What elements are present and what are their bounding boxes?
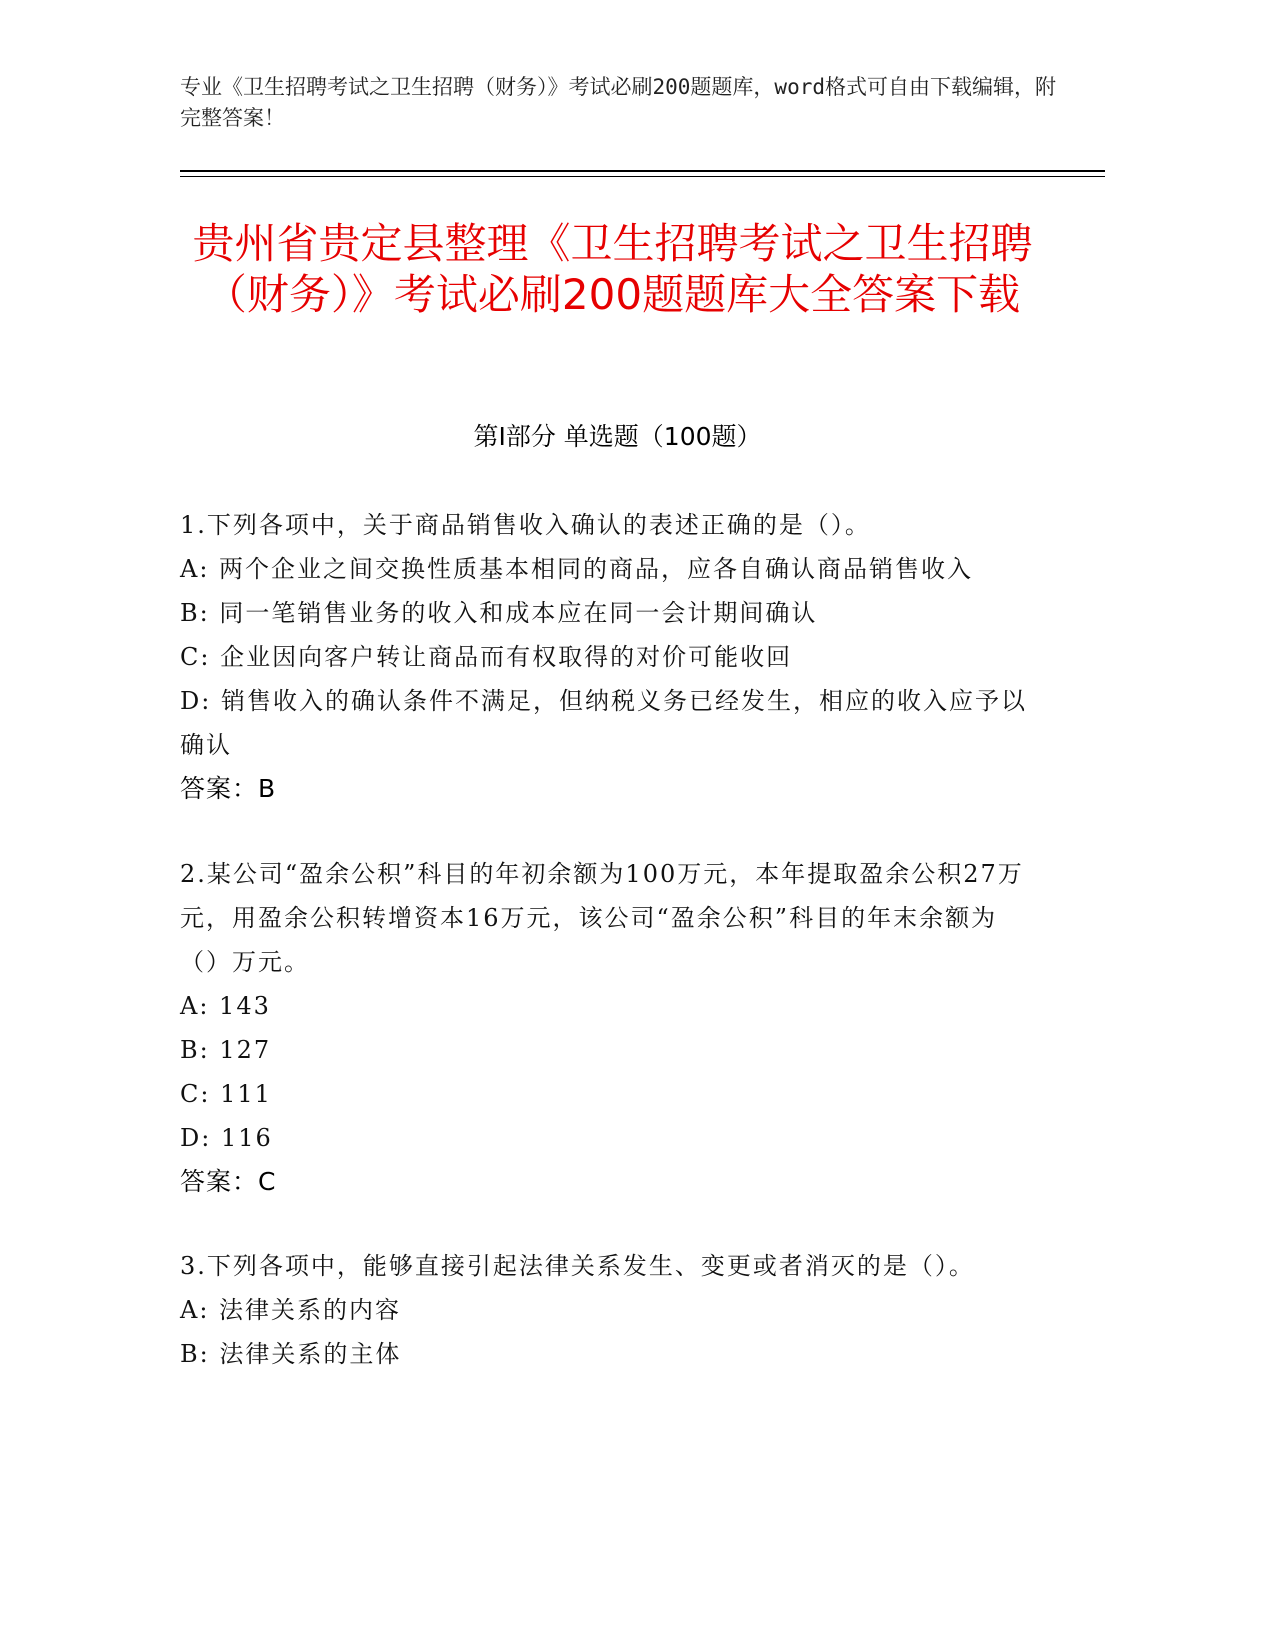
option-b: B: 同一笔销售业务的收入和成本应在同一会计期间确认 xyxy=(180,599,818,627)
question-3 xyxy=(180,1244,1035,1376)
document-title: 贵州省贵定县整理《卫生招聘考试之卫生招聘（财务）》考试必刷200题题库大全答案下载 xyxy=(192,219,1033,319)
option-c: C: 111 xyxy=(180,1080,272,1108)
option-d: D: 销售收入的确认条件不满足，但纳税义务已经发生，相应的收入应予以确认 xyxy=(180,687,1027,759)
answer-line: 答案：B xyxy=(180,774,277,803)
option-b: B: 127 xyxy=(180,1036,272,1064)
option-d: D: 116 xyxy=(180,1124,273,1152)
option-c: C: 企业因向客户转让商品而有权取得的对价可能收回 xyxy=(180,643,793,671)
answer-line: 答案：C xyxy=(180,1167,277,1196)
document-header-note: 专业《卫生招聘考试之卫生招聘（财务）》考试必刷200题题库，word格式可自由下载编辑，附完整答案！ xyxy=(180,75,1056,130)
option-a: A: 两个企业之间交换性质基本相同的商品，应各自确认商品销售收入 xyxy=(180,555,974,583)
option-a: A: 143 xyxy=(180,992,271,1020)
option-a: A: 法律关系的内容 xyxy=(180,1296,402,1324)
question-stem: 3.下列各项中，能够直接引起法律关系发生、变更或者消灭的是（）。 xyxy=(180,1252,975,1280)
question-1 xyxy=(180,503,1035,811)
option-b: B: 法律关系的主体 xyxy=(180,1340,402,1368)
header-divider-thin xyxy=(180,176,1105,177)
section-heading: 第I部分 单选题（100题） xyxy=(473,422,762,451)
question-stem: 1.下列各项中，关于商品销售收入确认的表述正确的是（）。 xyxy=(180,511,871,539)
question-2 xyxy=(180,852,1035,1204)
header-divider-thick xyxy=(180,170,1105,172)
question-stem: 2.某公司“盈余公积”科目的年初余额为100万元，本年提取盈余公积27万元，用盈余公积转增资本16万元，该公司“盈余公积”科目的年末余额为（）万元。 xyxy=(180,860,1024,976)
